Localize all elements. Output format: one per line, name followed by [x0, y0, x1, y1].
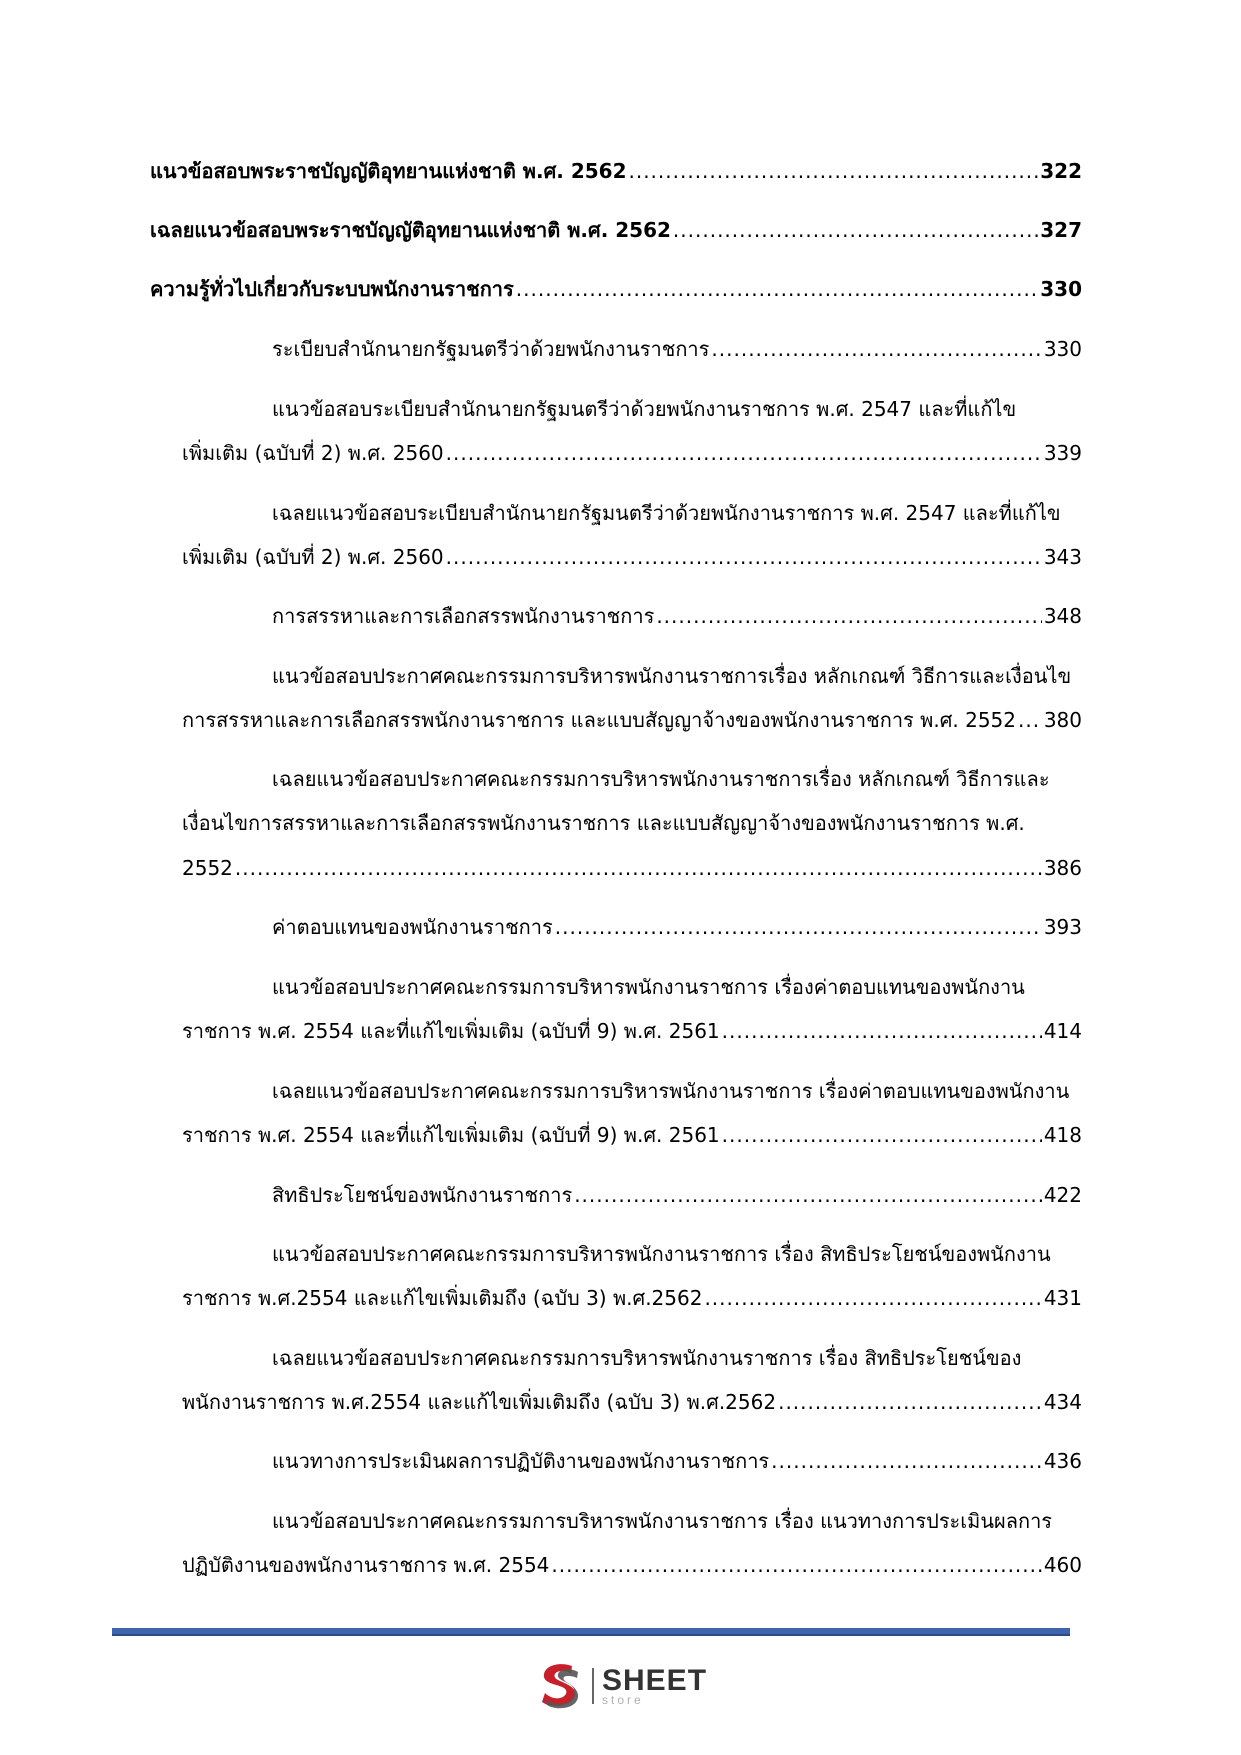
toc-page-number: 327 [1040, 218, 1082, 242]
toc-entry[interactable] [182, 1016, 1082, 1046]
leader-dots [711, 334, 1041, 364]
toc-entry-title-cont: ราชการ พ.ศ. 2554 และที่แก้ไขเพิ่มเติม (ฉบับที่ 9) พ.ศ. 2561 [182, 1019, 720, 1043]
toc-entry[interactable] [272, 1180, 1082, 1210]
leader-dots [551, 1550, 1041, 1580]
leader-dots [574, 1180, 1042, 1210]
toc-entry[interactable] [182, 1550, 1082, 1580]
toc-entry-title: เฉลยแนวข้อสอบประกาศคณะกรรมการบริหารพนักงานราชการ เรื่องค่าตอบแทนของพนักงาน [272, 1079, 1070, 1103]
logo-wordmark [602, 1666, 707, 1706]
toc-entry[interactable] [150, 274, 1082, 304]
toc-entry-title-cont: ปฏิบัติงานของพนักงานราชการ พ.ศ. 2554 [182, 1553, 550, 1577]
toc-entry[interactable] [272, 601, 1082, 631]
leader-dots [446, 438, 1042, 468]
toc-entry-title: แนวข้อสอบประกาศคณะกรรมการบริหารพนักงานราชการ เรื่อง สิทธิประโยชน์ของพนักงาน [272, 1242, 1051, 1266]
toc-entry-title-cont: เพิ่มเติม (ฉบับที่ 2) พ.ศ. 2560 [182, 545, 444, 569]
toc-entry[interactable] [182, 438, 1082, 468]
toc-entry[interactable] [182, 542, 1082, 572]
toc-entry-title-cont: 2552 [182, 856, 233, 880]
toc-page-number: 348 [1043, 604, 1082, 628]
leader-dots [516, 274, 1038, 304]
toc-entry-title: ความรู้ทั่วไปเกี่ยวกับระบบพนักงานราชการ [150, 277, 514, 301]
toc-entry-line [272, 661, 1082, 691]
toc-page-number: 343 [1043, 545, 1082, 569]
toc-entry-line [272, 1076, 1082, 1106]
toc-page-number: 330 [1043, 337, 1082, 361]
toc-page-number: 434 [1043, 1390, 1082, 1414]
toc-entry[interactable] [272, 1446, 1082, 1476]
toc-entry-title: สิทธิประโยชน์ของพนักงานราชการ [272, 1183, 573, 1207]
leader-dots [778, 1387, 1042, 1417]
toc-entry-title: แนวทางการประเมินผลการปฏิบัติงานของพนักงานราชการ [272, 1449, 770, 1473]
toc-entry-line [272, 1343, 1082, 1373]
toc-page-number: 436 [1043, 1449, 1082, 1473]
toc-entry-line [272, 972, 1082, 1002]
toc-entry-line [272, 498, 1082, 528]
logo-separator [592, 1668, 594, 1704]
toc-entry-line [272, 1506, 1082, 1536]
toc-entry[interactable] [182, 853, 1082, 883]
leader-dots [628, 156, 1038, 186]
leader-dots [1018, 705, 1042, 735]
toc-entry-title: แนวข้อสอบพระราชบัญญัติอุทยานแห่งชาติ พ.ศ. 2562 [150, 159, 627, 183]
toc-page-number: 330 [1040, 277, 1082, 301]
toc-entry-title-cont: เงื่อนไขการสรรหาและการเลือกสรรพนักงานราชการ และแบบสัญญาจ้างของพนักงานราชการ พ.ศ. [182, 811, 1025, 835]
toc-page-number: 380 [1043, 708, 1082, 732]
toc-entry-title: แนวข้อสอบประกาศคณะกรรมการบริหารพนักงานราชการเรื่อง หลักเกณฑ์ วิธีการและเงื่อนไข [272, 664, 1072, 688]
leader-dots [771, 1446, 1042, 1476]
toc-page-number: 322 [1040, 159, 1082, 183]
toc-entry-title: แนวข้อสอบประกาศคณะกรรมการบริหารพนักงานราชการ เรื่องค่าตอบแทนของพนักงาน [272, 975, 1025, 999]
toc-entry-title: เฉลยแนวข้อสอบพระราชบัญญัติอุทยานแห่งชาติ พ.ศ. 2562 [150, 218, 671, 242]
toc-page-number: 414 [1043, 1019, 1082, 1043]
leader-dots [673, 215, 1038, 245]
leader-dots [555, 912, 1042, 942]
toc-entry[interactable] [150, 215, 1082, 245]
leader-dots [235, 853, 1042, 883]
toc-entry-title: เฉลยแนวข้อสอบประกาศคณะกรรมการบริหารพนักงานราชการเรื่อง หลักเกณฑ์ วิธีการและ [272, 767, 1050, 791]
toc-entry-title: เฉลยแนวข้อสอบประกาศคณะกรรมการบริหารพนักงานราชการ เรื่อง สิทธิประโยชน์ของ [272, 1346, 1022, 1370]
leader-dots [722, 1120, 1042, 1150]
toc-entry-title-cont: พนักงานราชการ พ.ศ.2554 และแก้ไขเพิ่มเติมถึง (ฉบับ 3) พ.ศ.2562 [182, 1390, 777, 1414]
toc-entry-title-cont: ราชการ พ.ศ. 2554 และที่แก้ไขเพิ่มเติม (ฉบับที่ 9) พ.ศ. 2561 [182, 1123, 720, 1147]
toc-entry-title: แนวข้อสอบระเบียบสำนักนายกรัฐมนตรีว่าด้วยพนักงานราชการ พ.ศ. 2547 และที่แก้ไข [272, 397, 1017, 421]
toc-entry-line [272, 1239, 1082, 1269]
toc-entry-title: เฉลยแนวข้อสอบระเบียบสำนักนายกรัฐมนตรีว่าด้วยพนักงานราชการ พ.ศ. 2547 และที่แก้ไข [272, 501, 1061, 525]
toc-entry[interactable] [272, 334, 1082, 364]
toc-page-number: 418 [1043, 1123, 1082, 1147]
toc-entry-title-cont: การสรรหาและการเลือกสรรพนักงานราชการ และแบบสัญญาจ้างของพนักงานราชการ พ.ศ. 2552 [182, 708, 1017, 732]
toc-entry-line [272, 394, 1082, 424]
toc-entry-line [182, 808, 1082, 838]
toc-entry-title: แนวข้อสอบประกาศคณะกรรมการบริหารพนักงานราชการ เรื่อง แนวทางการประเมินผลการ [272, 1509, 1053, 1533]
toc-entry[interactable] [182, 1120, 1082, 1150]
toc-entry[interactable] [272, 912, 1082, 942]
sheetstore-logo [538, 1660, 707, 1712]
leader-dots [446, 542, 1042, 572]
toc-page-number: 386 [1043, 856, 1082, 880]
toc-page-number: 460 [1043, 1553, 1082, 1577]
toc-entry-title-cont: เพิ่มเติม (ฉบับที่ 2) พ.ศ. 2560 [182, 441, 444, 465]
footer-rule [112, 1628, 1070, 1636]
toc-entry-title: การสรรหาและการเลือกสรรพนักงานราชการ [272, 604, 655, 628]
toc-page-number: 393 [1043, 915, 1082, 939]
toc-page-number: 431 [1043, 1286, 1082, 1310]
toc-entry[interactable] [182, 1283, 1082, 1313]
toc-entry-line [272, 764, 1082, 794]
leader-dots [722, 1016, 1042, 1046]
toc-entry[interactable] [182, 1387, 1082, 1417]
toc-entry-title: ระเบียบสำนักนายกรัฐมนตรีว่าด้วยพนักงานราชการ [272, 337, 710, 361]
toc-entry-title: ค่าตอบแทนของพนักงานราชการ [272, 915, 553, 939]
toc-entry[interactable] [150, 156, 1082, 186]
sheetstore-s-icon [538, 1660, 584, 1712]
leader-dots [656, 601, 1041, 631]
logo-brand-sub: store [602, 1693, 644, 1707]
toc-entry[interactable] [182, 705, 1082, 735]
leader-dots [704, 1283, 1041, 1313]
toc-page-number: 339 [1043, 441, 1082, 465]
logo-brand: SHEET [602, 1664, 708, 1697]
toc-page-number: 422 [1043, 1183, 1082, 1207]
toc-entry-title-cont: ราชการ พ.ศ.2554 และแก้ไขเพิ่มเติมถึง (ฉบับ 3) พ.ศ.2562 [182, 1286, 703, 1310]
